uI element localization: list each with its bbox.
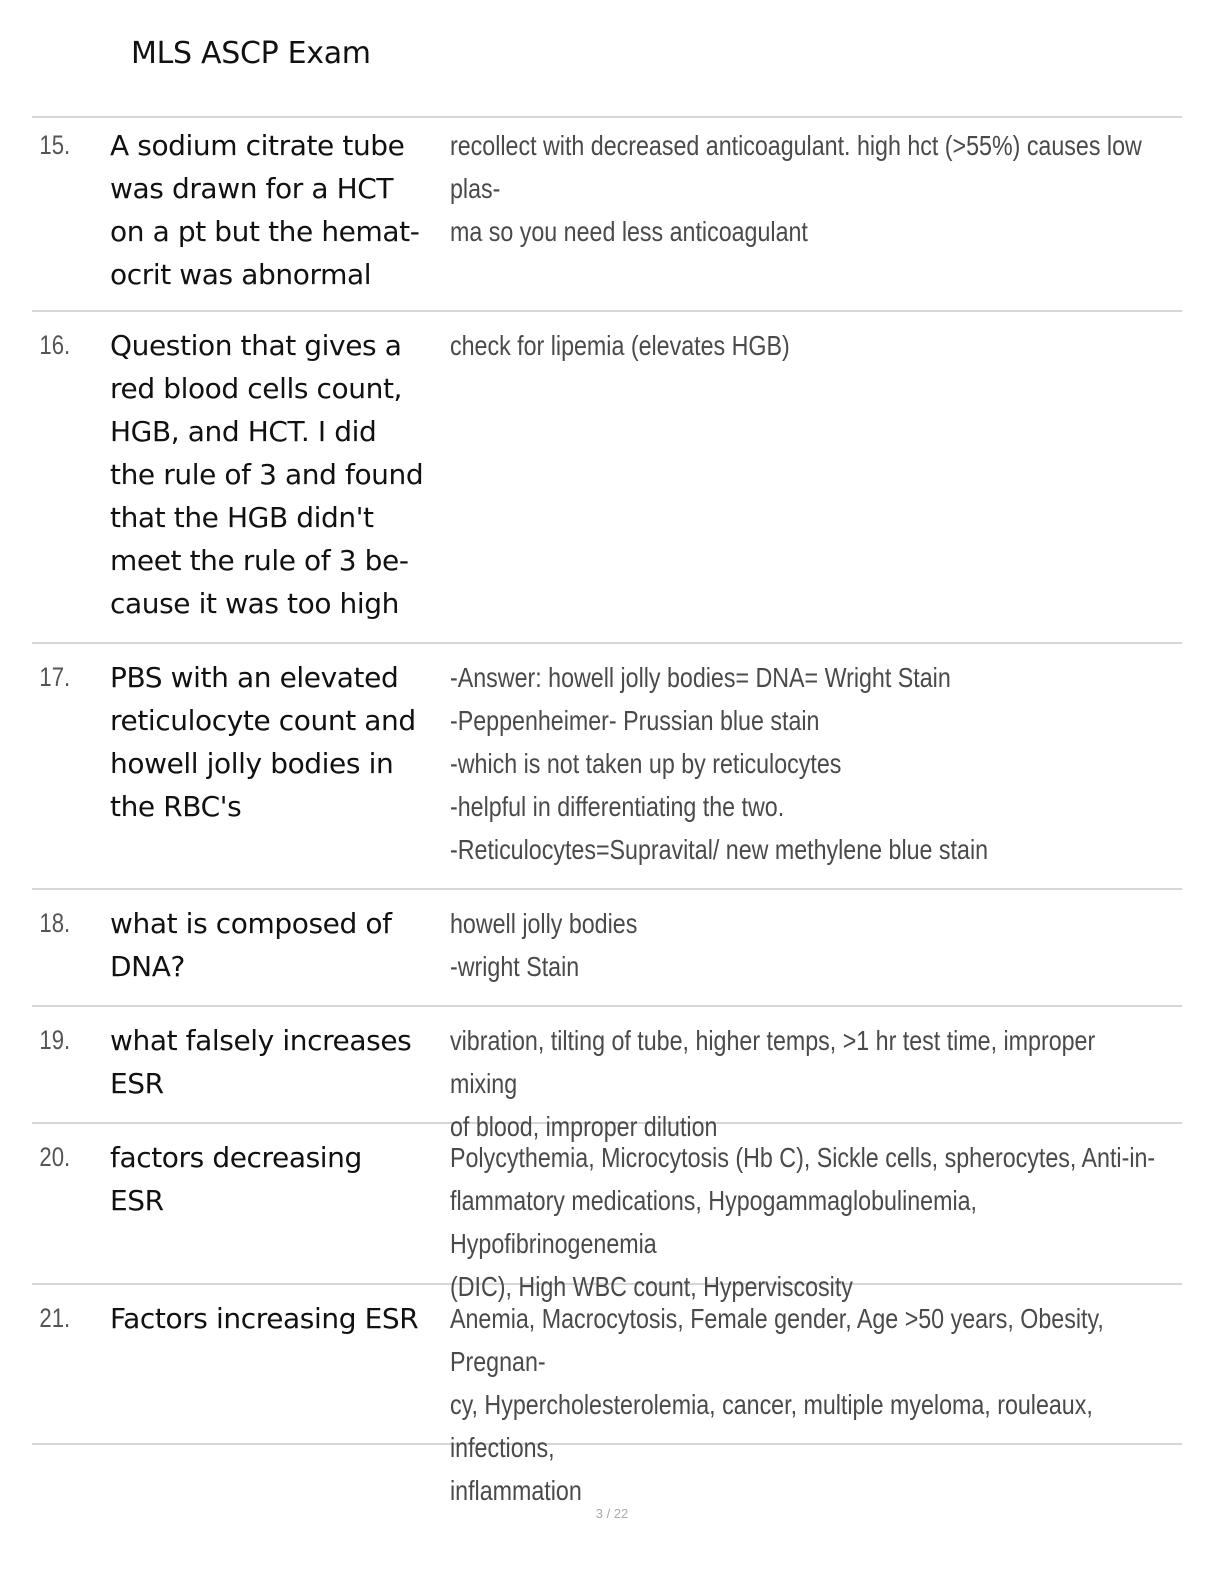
card-definition: -Answer: howell jolly bodies= DNA= Wright Stain -Peppenheimer- Prussian blue stain -which is not taken up by reticulocytes -helpful in differentiating the two. -Reticulocytes=Supravital/ new methylene blue stain — [450, 662, 989, 865]
card-number: 17. — [39, 662, 71, 692]
card-definition: Anemia, Macrocytosis, Female gender, Age >50 years, Obesity, Pregnan- cy, Hypercholesterolemia, cancer, multiple myeloma, rouleaux, infections, inflammation — [450, 1303, 1104, 1506]
card-definition: check for lipemia (elevates HGB) — [450, 330, 790, 361]
card-term: Question that gives a red blood cells count, HGB, and HCT. I did the rule of 3 and found that the HGB didn't meet the rule of 3 be- cause it was too high — [110, 329, 424, 620]
flashcard-row — [32, 1285, 1182, 1506]
card-term: factors decreasing ESR — [110, 1141, 362, 1217]
card-definition: vibration, tilting of tube, higher temps, >1 hr test time, improper mixing of blood, improper dilution — [450, 1025, 1096, 1142]
card-term: Factors increasing ESR — [110, 1302, 419, 1335]
card-number: 18. — [39, 908, 71, 938]
flashcard-row — [32, 890, 1182, 1007]
flashcard-list — [32, 116, 1182, 1506]
card-definition: howell jolly bodies -wright Stain — [450, 908, 638, 982]
flashcard-row — [32, 118, 1182, 312]
card-term: A sodium citrate tube was drawn for a HCT on a pt but the hemat- ocrit was abnormal — [110, 129, 420, 291]
card-number: 16. — [39, 330, 71, 360]
card-number: 21. — [39, 1303, 71, 1333]
card-term: what is composed of DNA? — [110, 907, 392, 983]
card-term: PBS with an elevated reticulocyte count and howell jolly bodies in the RBC's — [110, 661, 416, 823]
page-number: 3 / 22 — [595, 1506, 629, 1521]
page-title: MLS ASCP Exam — [131, 36, 371, 71]
card-number: 19. — [39, 1025, 71, 1055]
card-definition: Polycythemia, Microcytosis (Hb C), Sickle cells, spherocytes, Anti-in- flammatory medications, Hypogammaglobulinemia, Hypofibrinogenemia (DIC), High WBC count, Hyperviscosity — [450, 1142, 1156, 1302]
card-number: 15. — [39, 130, 71, 160]
flashcard-row — [32, 1007, 1182, 1142]
flashcard-row — [32, 312, 1182, 644]
card-definition: recollect with decreased anticoagulant. high hct (>55%) causes low plas- ma so you need less anticoagulant — [450, 130, 1142, 247]
card-number: 20. — [39, 1142, 71, 1172]
flashcard-row — [32, 1124, 1182, 1302]
flashcard-row — [32, 644, 1182, 890]
card-term: what falsely increases ESR — [110, 1024, 412, 1100]
